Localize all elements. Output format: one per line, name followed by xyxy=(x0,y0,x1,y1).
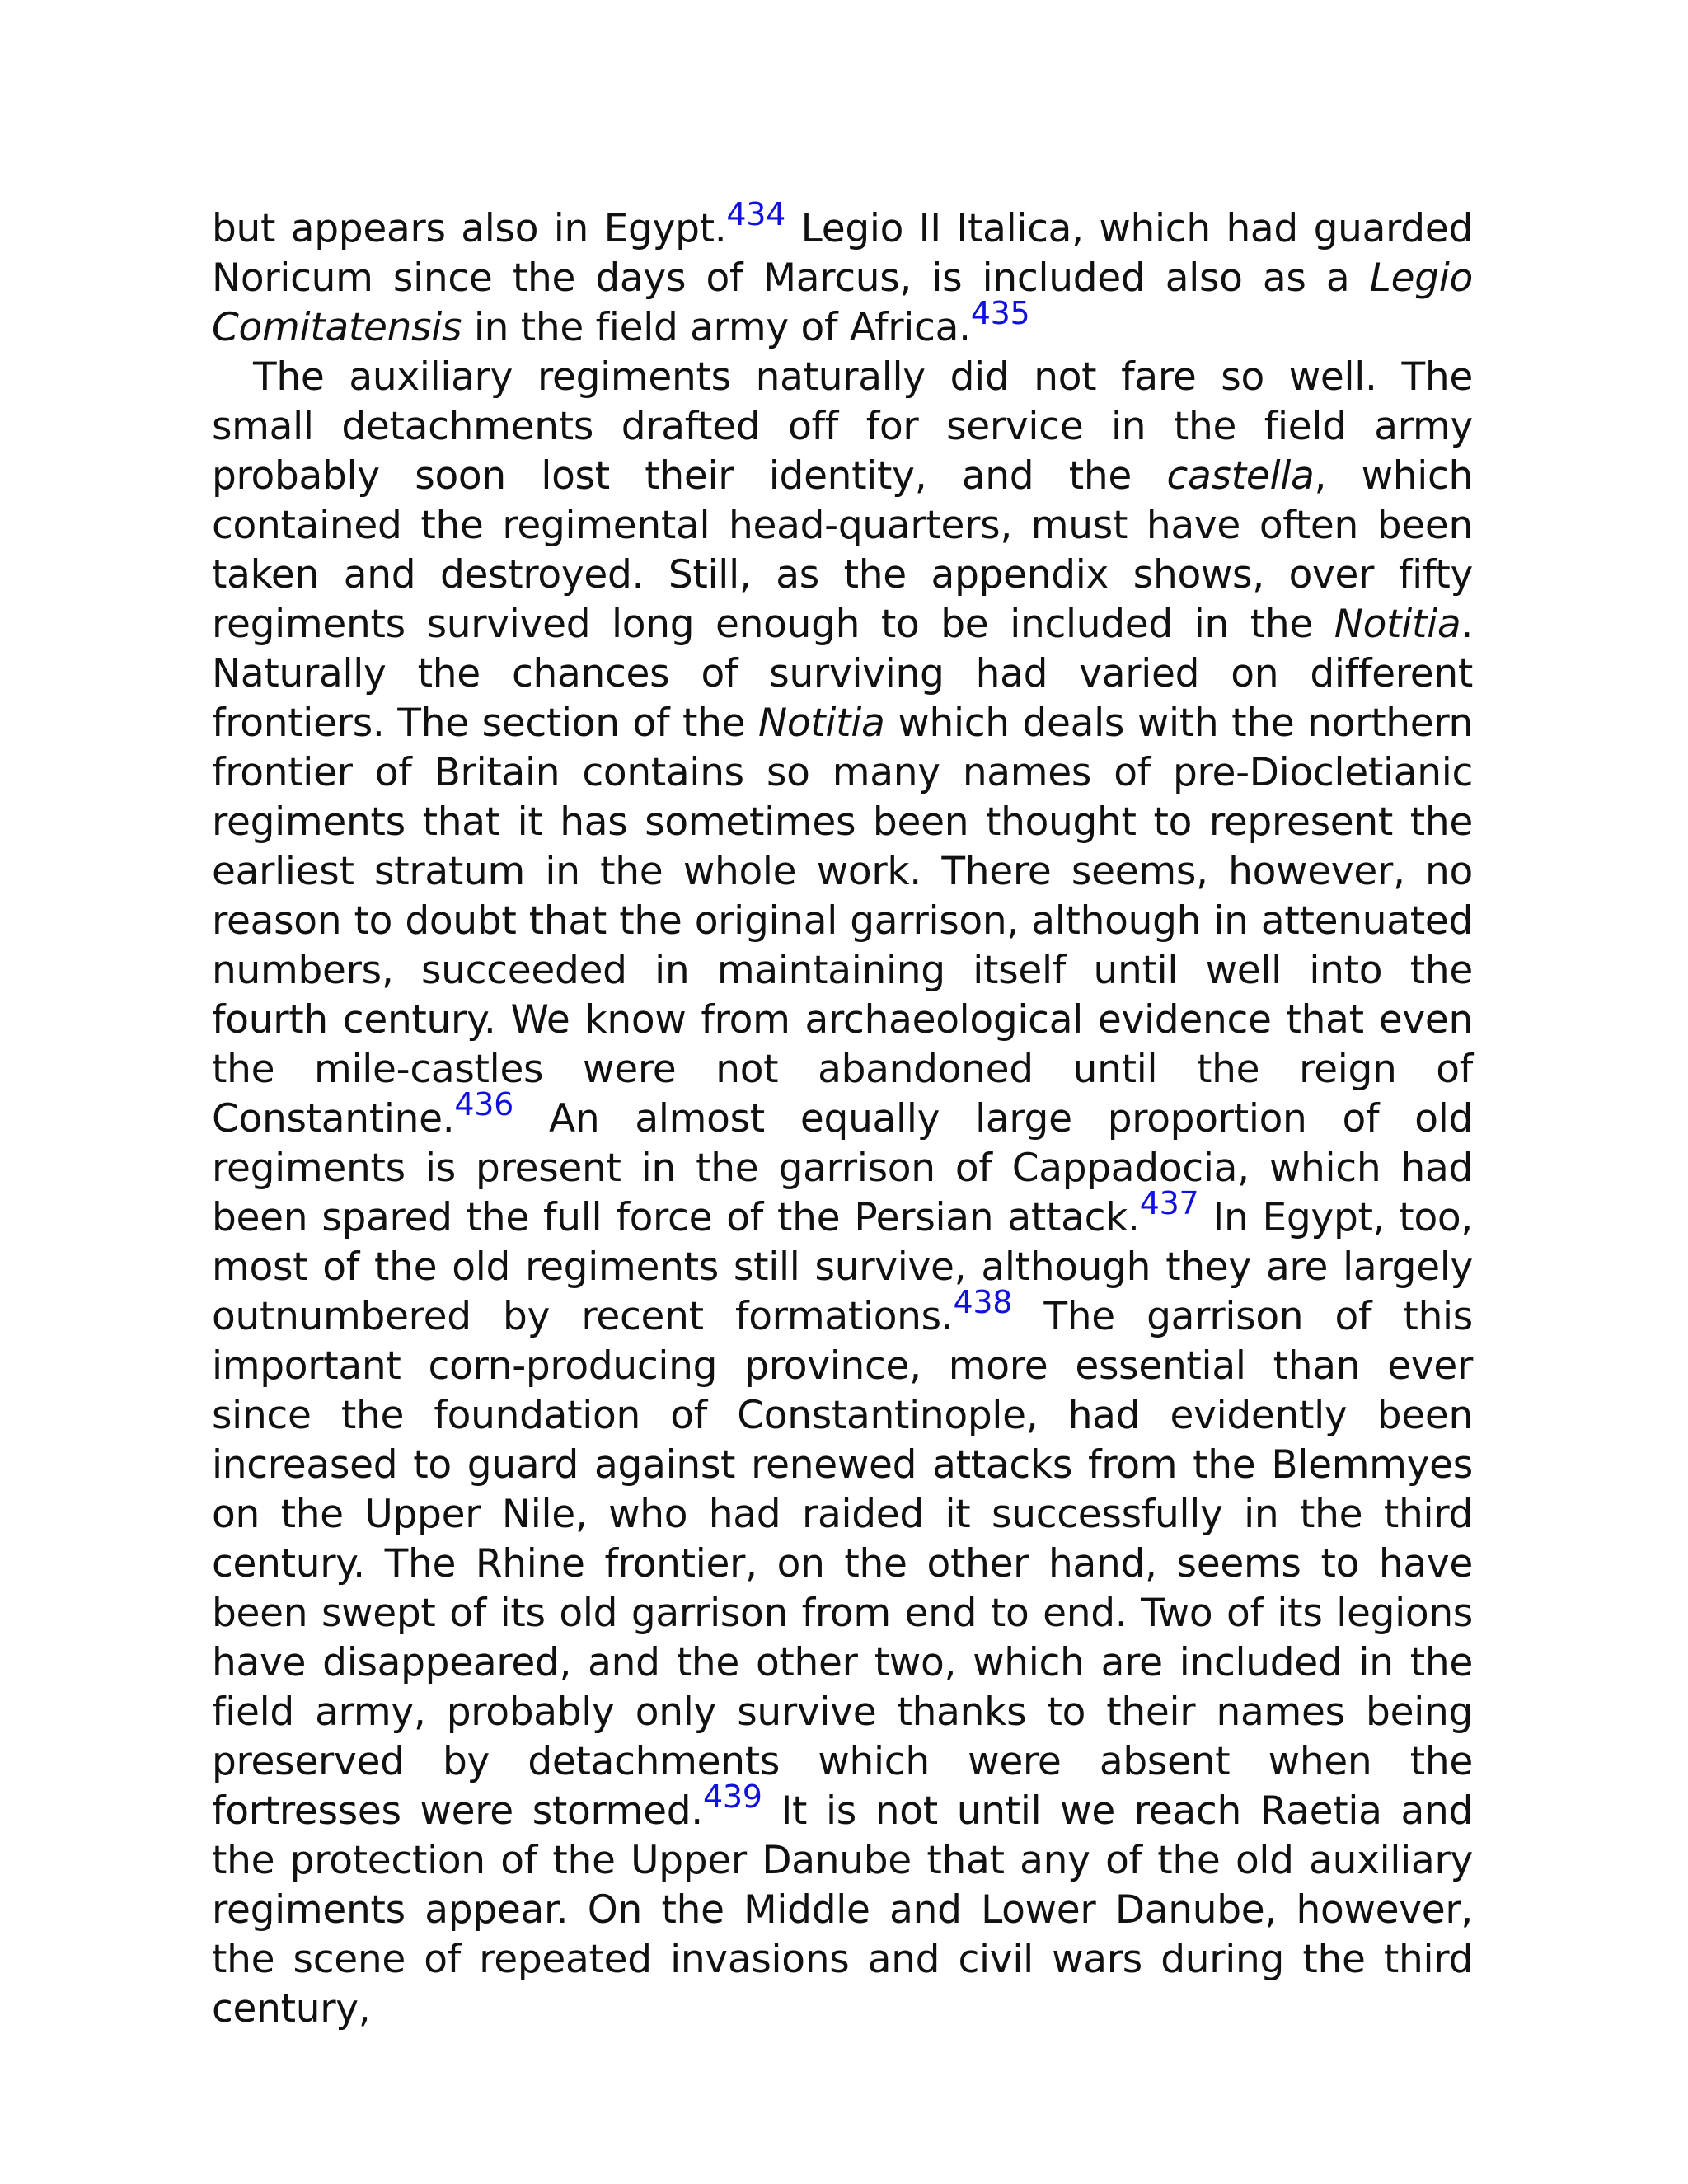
italic-text: Notitia xyxy=(1334,602,1461,647)
text-run: in the field army of Africa. xyxy=(462,305,971,350)
italic-text: Legio Comitatensis xyxy=(212,255,1473,350)
text-run: An almost equally large proportion of old regiments is present in the garrison of Cappadocia, which had been spared the full force of the Persian attack. xyxy=(212,1096,1473,1240)
book-page xyxy=(212,196,1474,2034)
footnote-link-435[interactable]: 435 xyxy=(970,295,1030,331)
footnote-link-438[interactable]: 438 xyxy=(953,1284,1013,1320)
footnote-link-437[interactable]: 437 xyxy=(1139,1185,1199,1221)
footnote-link-439[interactable]: 439 xyxy=(702,1779,762,1815)
paragraph xyxy=(212,196,1473,353)
text-run: The auxiliary regiments naturally did not fare so well. The small detachments drafted off for service in the field army probably soon lost their identity, and the xyxy=(212,354,1473,499)
footnote-link-434[interactable]: 434 xyxy=(726,196,786,232)
text-run: It is not until we reach Raetia and the protection of the Upper Danube that any of the old auxiliary regiments appear. On the Middle and Lower Danube, however, the scene of repeated invasions and civil wars during the third century, xyxy=(212,1788,1473,2032)
text-run: but appears also in Egypt. xyxy=(212,206,727,251)
italic-text: Notitia xyxy=(757,701,885,746)
text-run: Legio II Italica, which had guarded Noricum since the days of Marcus, is included also as a xyxy=(212,206,1473,301)
footnote-link-436[interactable]: 436 xyxy=(454,1086,514,1122)
text-run: which deals with the northern frontier of Britain contains so many names of pre-Diocletianic regiments that it has sometimes been thought to represent the earliest stratum in the whole work. There seems, however, no reason to doubt that the original garrison, although in attenuated numbers, succeeded in maintaining itself until well into the fourth century. We know from archaeological evidence that even the mile-castles were not abandoned until the reign of Constantine. xyxy=(212,701,1474,1141)
paragraph xyxy=(212,353,1473,2034)
text-run: The garrison of this important corn-producing province, more essential than ever since the foundation of Constantinople, had evidently been increased to guard against renewed attacks from the Blemmyes on the Upper Nile, who had raided it successfully in the third century. The Rhine frontier, on the other hand, seems to have been swept of its old garrison from end to end. Two of its legions have disappeared, and the other two, which are included in the field army, probably only survive thanks to their names being preserved by detachments which were absent when the fortresses were stormed. xyxy=(212,1294,1473,1834)
italic-text: castella xyxy=(1166,453,1315,499)
text-run: , which contained the regimental head-quarters, must have often been taken and destroyed. Still, as the appendix shows, over fifty regiments survived long enough to be included in the xyxy=(212,453,1473,647)
text-run: . Naturally the chances of surviving had varied on different frontiers. The section of the xyxy=(212,602,1473,746)
text-run: In Egypt, too, most of the old regiments still survive, although they are largely outnumbered by recent formations. xyxy=(212,1195,1473,1339)
